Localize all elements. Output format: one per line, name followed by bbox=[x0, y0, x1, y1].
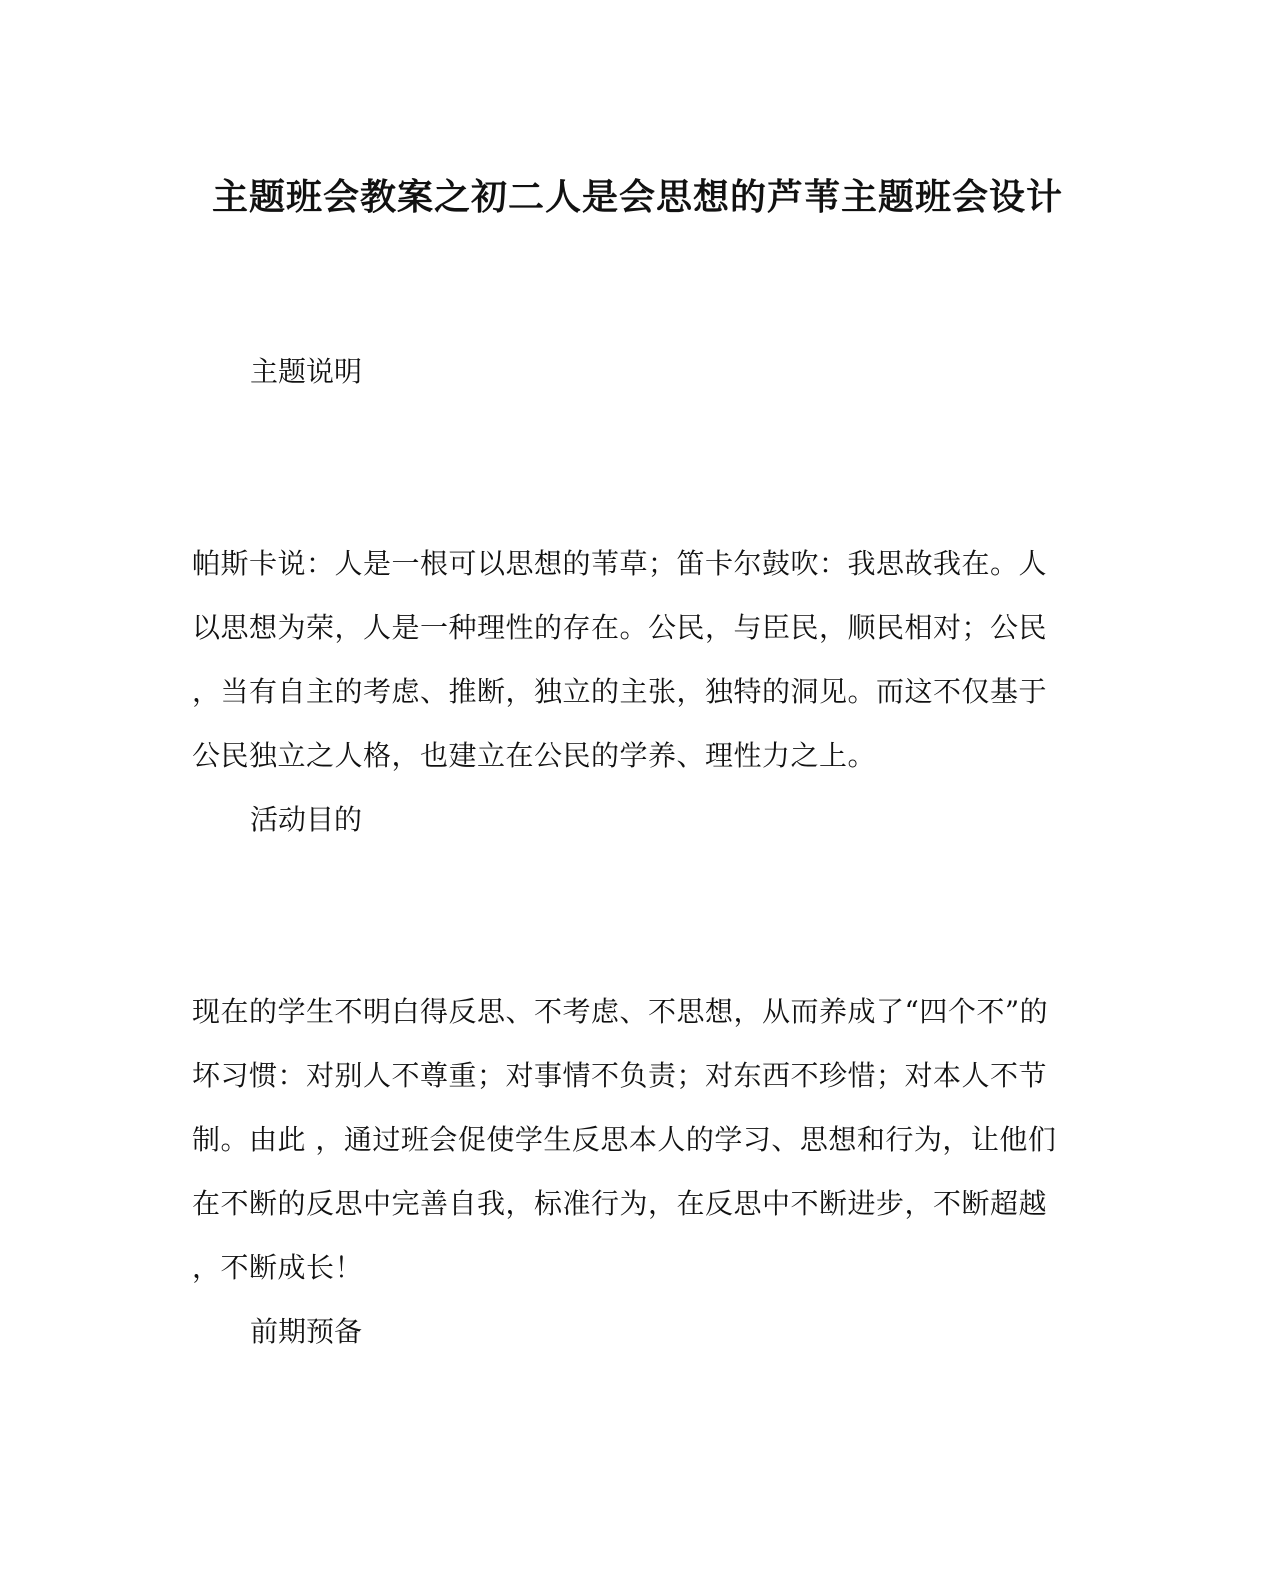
section-heading-purpose: 活动目的 bbox=[250, 803, 363, 836]
paragraph-line: 以思想为荣，人是一种理性的存在。公民，与臣民，顺民相对；公民 bbox=[192, 611, 1048, 644]
paragraph-line: 公民独立之人格，也建立在公民的学养、理性力之上。 bbox=[192, 739, 877, 772]
document-title: 主题班会教案之初二人是会思想的芦苇主题班会设计 bbox=[211, 176, 1063, 218]
paragraph-line: 在不断的反思中完善自我，标准行为，在反思中不断进步，不断超越 bbox=[192, 1187, 1048, 1220]
paragraph-line: 制。由此 ，通过班会促使学生反思本人的学习、思想和行为，让他们 bbox=[192, 1123, 1057, 1156]
paragraph-line: 现在的学生不明白得反思、不考虑、不思想，从而养成了“四个不”的 bbox=[192, 995, 1049, 1028]
paragraph-line: ，当有自主的考虑、推断，独立的主张，独特的洞见。而这不仅基于 bbox=[192, 675, 1048, 708]
section-heading-preparation: 前期预备 bbox=[250, 1315, 363, 1348]
paragraph-line: ，不断成长！ bbox=[192, 1251, 364, 1284]
paragraph-line: 坏习惯：对别人不尊重；对事情不负责；对东西不珍惜；对本人不节 bbox=[192, 1059, 1048, 1092]
section-heading-theme: 主题说明 bbox=[250, 355, 363, 388]
paragraph-line: 帕斯卡说：人是一根可以思想的苇草；笛卡尔鼓吹：我思故我在。人 bbox=[192, 547, 1048, 580]
